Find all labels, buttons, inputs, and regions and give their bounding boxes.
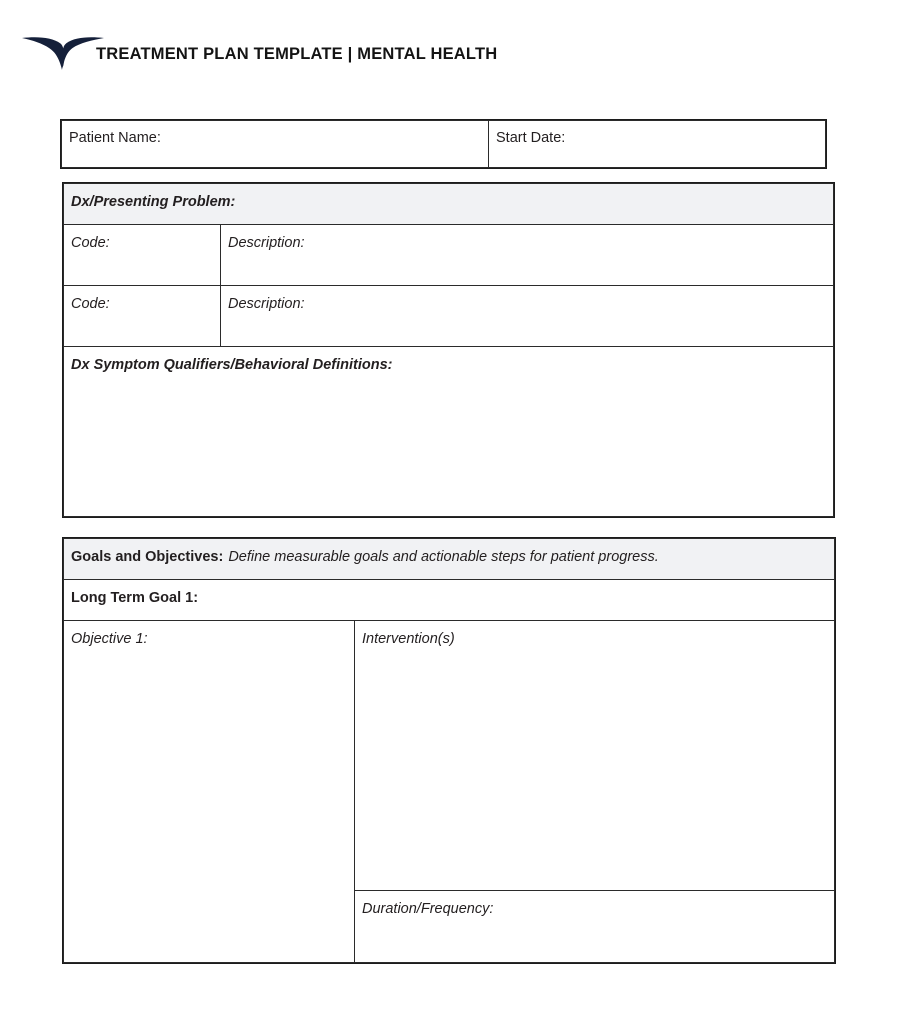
goals-section-header-hint: Define measurable goals and actionable steps for patient progress.: [228, 549, 659, 565]
table-row: [64, 347, 834, 517]
start-date-label: Start Date:: [496, 130, 566, 146]
table-row: [64, 539, 835, 580]
patient-name-cell[interactable]: [62, 121, 489, 168]
start-date-cell[interactable]: [489, 121, 826, 168]
dx-code-label-1: Code:: [71, 235, 110, 251]
table-row: [64, 621, 835, 891]
dx-qualifiers-label: Dx Symptom Qualifiers/Behavioral Definitions:: [71, 357, 393, 373]
long-term-goal-cell[interactable]: [64, 580, 835, 621]
dx-description-cell-2[interactable]: [221, 286, 834, 347]
document-header: [0, 0, 901, 100]
long-term-goal-label: Long Term Goal 1:: [71, 590, 199, 606]
dx-description-label-2: Description:: [228, 296, 305, 312]
patient-info-table: [61, 120, 826, 168]
duration-frequency-label: Duration/Frequency:: [362, 901, 494, 917]
intervention-label: Intervention(s): [362, 631, 455, 647]
table-row: [62, 121, 826, 168]
table-row: [64, 184, 834, 225]
goals-section-header: [71, 548, 827, 566]
dx-code-cell-2[interactable]: [64, 286, 221, 347]
dx-description-cell-1[interactable]: [221, 225, 834, 286]
dx-qualifiers-cell[interactable]: [64, 347, 834, 517]
intervention-cell[interactable]: [355, 621, 835, 891]
dx-section-header-cell: [64, 184, 834, 225]
patient-name-label: Patient Name:: [69, 130, 161, 146]
dx-section-header-label: Dx/Presenting Problem:: [71, 194, 236, 210]
objective-label: Objective 1:: [71, 631, 148, 647]
duration-frequency-cell[interactable]: [355, 891, 835, 963]
dx-code-label-2: Code:: [71, 296, 110, 312]
dx-description-label-1: Description:: [228, 235, 305, 251]
page-title: TREATMENT PLAN TEMPLATE | MENTAL HEALTH: [96, 45, 498, 63]
table-row: [64, 580, 835, 621]
goals-objectives-table: [63, 538, 835, 963]
dx-presenting-problem-table: [63, 183, 834, 517]
table-row: [64, 286, 834, 347]
goals-section-header-label: Goals and Objectives:: [71, 549, 224, 565]
wings-logo: [22, 36, 104, 70]
objective-cell[interactable]: [64, 621, 355, 963]
table-row: [64, 225, 834, 286]
goals-section-header-cell: [64, 539, 835, 580]
dx-code-cell-1[interactable]: [64, 225, 221, 286]
